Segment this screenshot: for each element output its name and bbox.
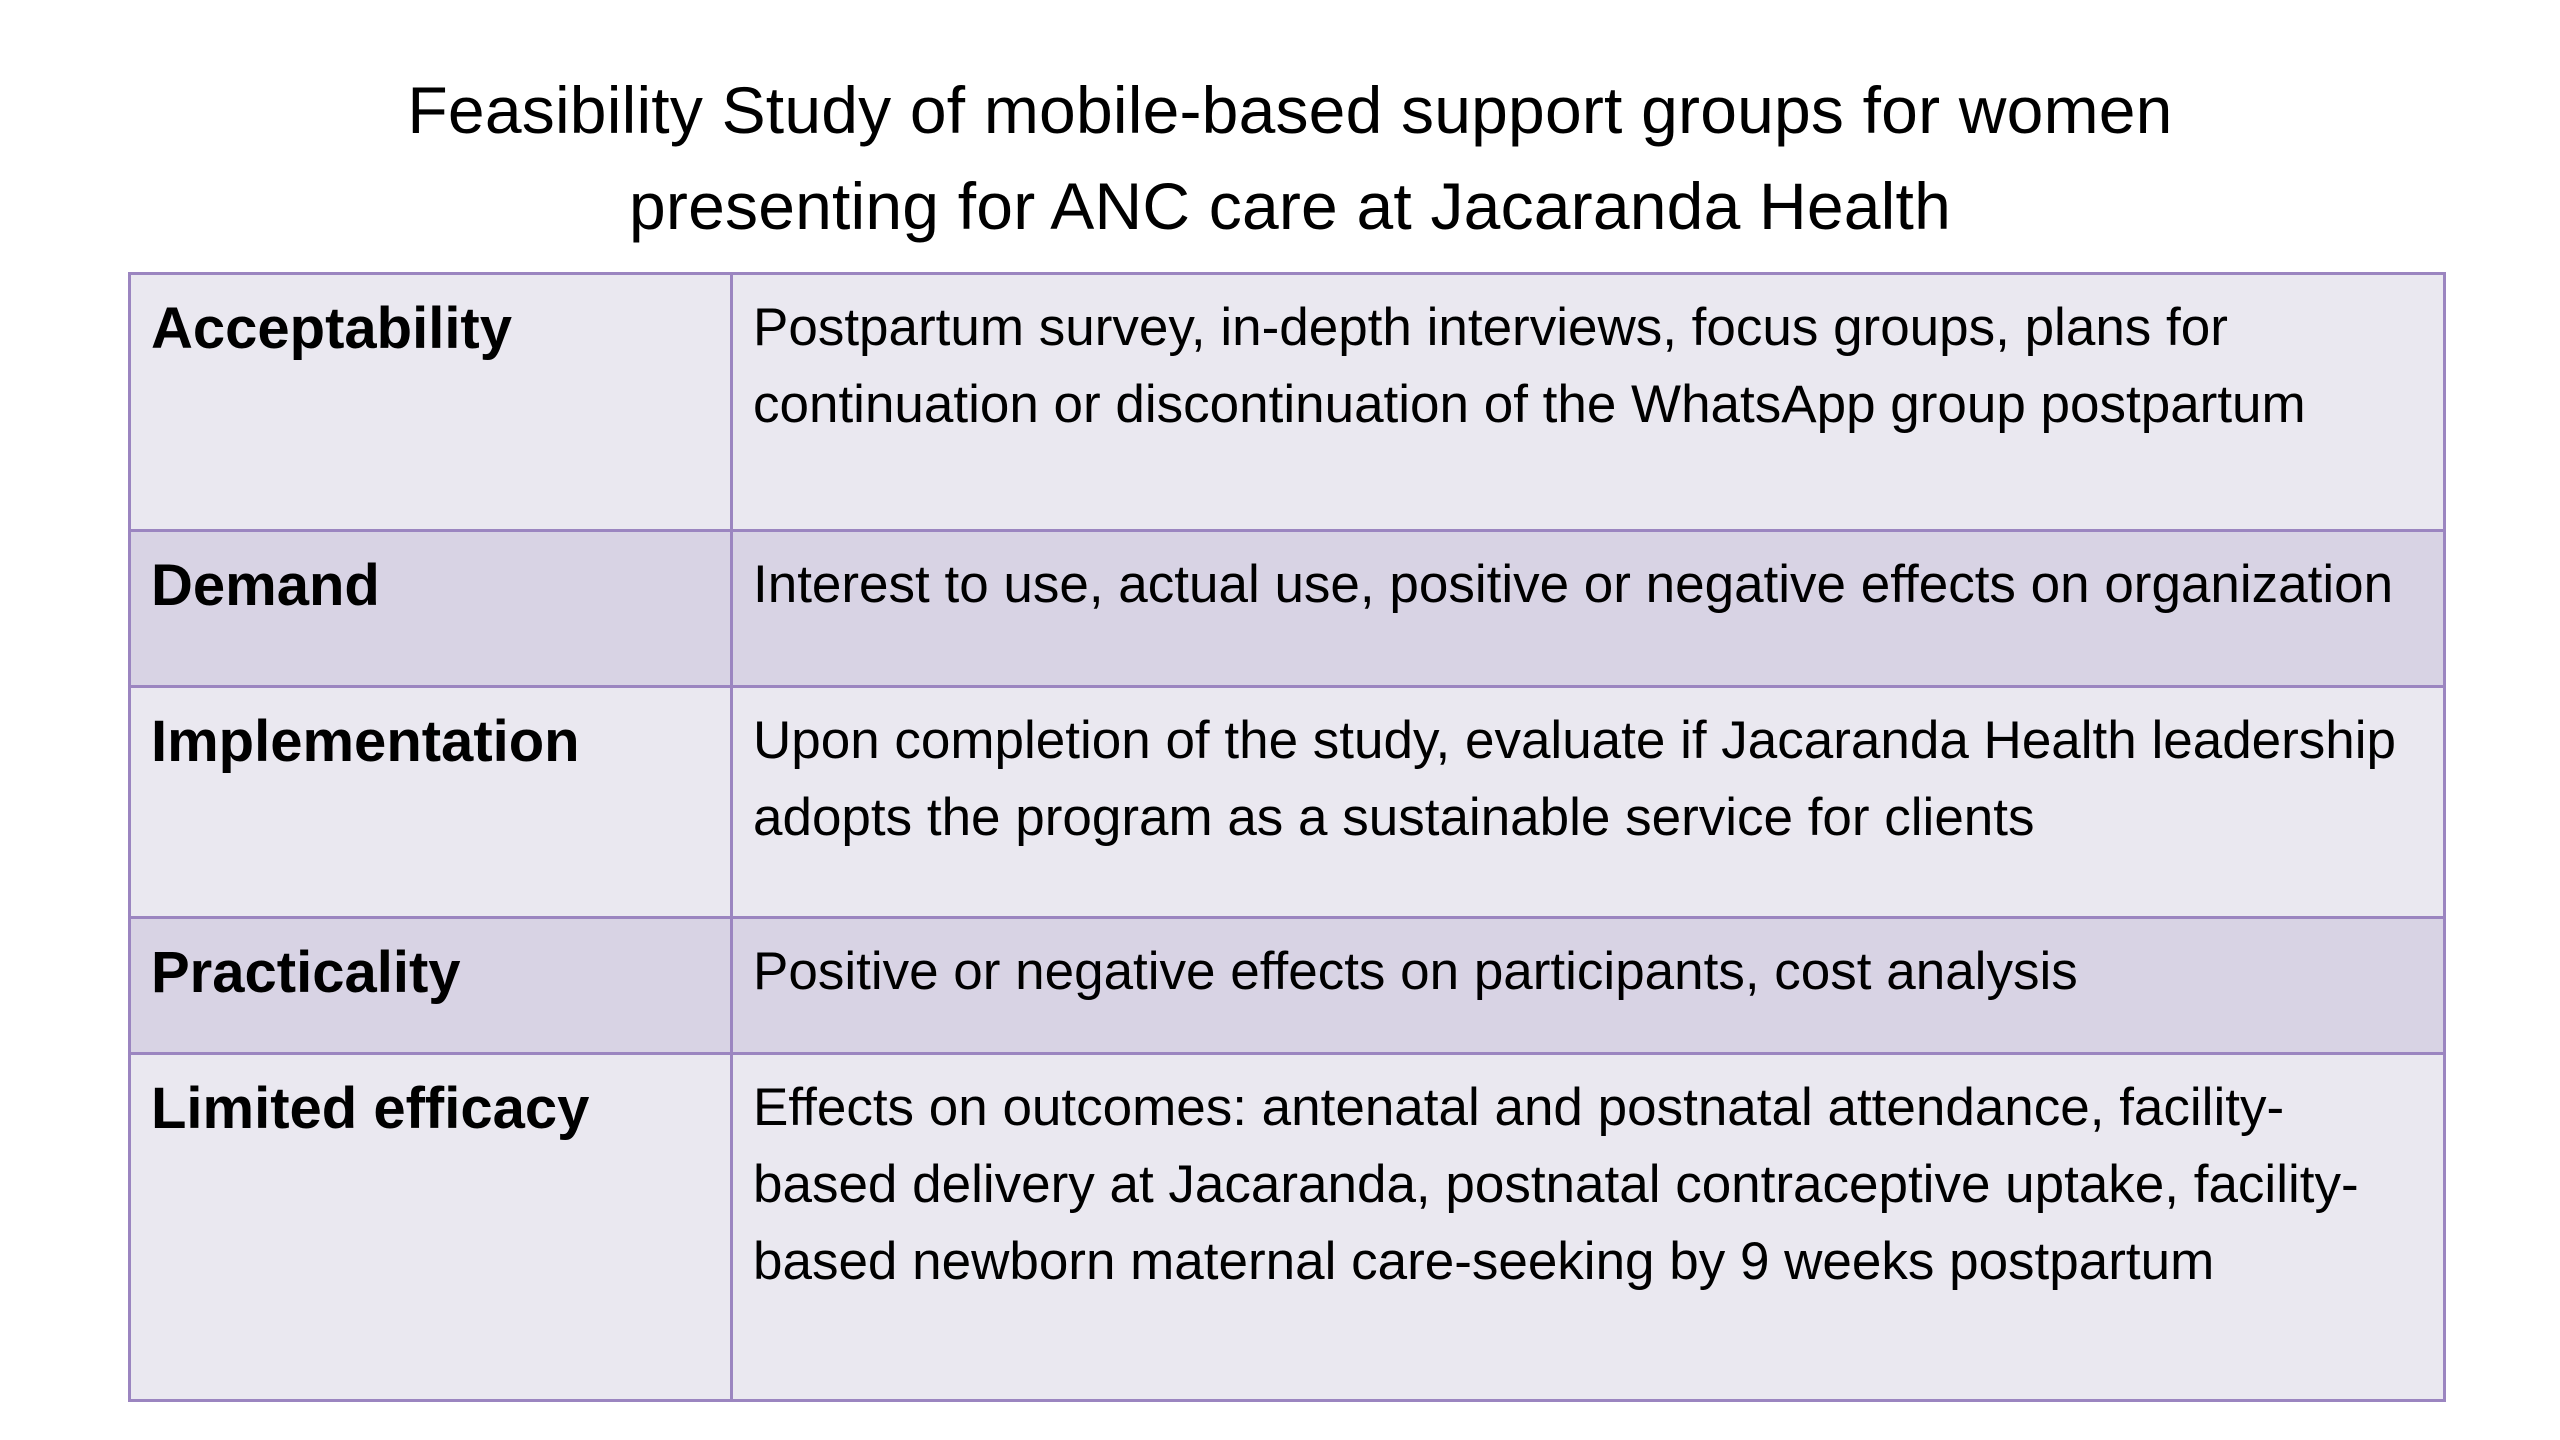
row-label: Demand: [130, 531, 732, 687]
table-row-acceptability: [130, 274, 2445, 531]
slide-title-line-1: Feasibility Study of mobile-based support groups for women: [407, 73, 2173, 147]
row-description: Postpartum survey, in-depth interviews, focus groups, plans for continuation or discontinuation of the WhatsApp group postpartum: [732, 274, 2445, 531]
slide-title-line-2: presenting for ANC care at Jacaranda Health: [629, 169, 1951, 243]
row-description: Positive or negative effects on participants, cost analysis: [732, 918, 2445, 1054]
table-row-limited-efficacy: [130, 1054, 2445, 1401]
row-description: Effects on outcomes: antenatal and postnatal attendance, facility-based delivery at Jacaranda, postnatal contraceptive uptake, facility-based newborn maternal care-seeking by 9 weeks postpartum: [732, 1054, 2445, 1401]
table-row-practicality: [130, 918, 2445, 1054]
row-label: Implementation: [130, 687, 732, 918]
slide-title: [230, 62, 2350, 254]
row-label: Acceptability: [130, 274, 732, 531]
feasibility-table: [128, 272, 2446, 1402]
row-label: Practicality: [130, 918, 732, 1054]
row-description: Interest to use, actual use, positive or negative effects on organization: [732, 531, 2445, 687]
table-row-demand: [130, 531, 2445, 687]
row-description: Upon completion of the study, evaluate if Jacaranda Health leadership adopts the program as a sustainable service for clients: [732, 687, 2445, 918]
row-label: Limited efficacy: [130, 1054, 732, 1401]
table-row-implementation: [130, 687, 2445, 918]
